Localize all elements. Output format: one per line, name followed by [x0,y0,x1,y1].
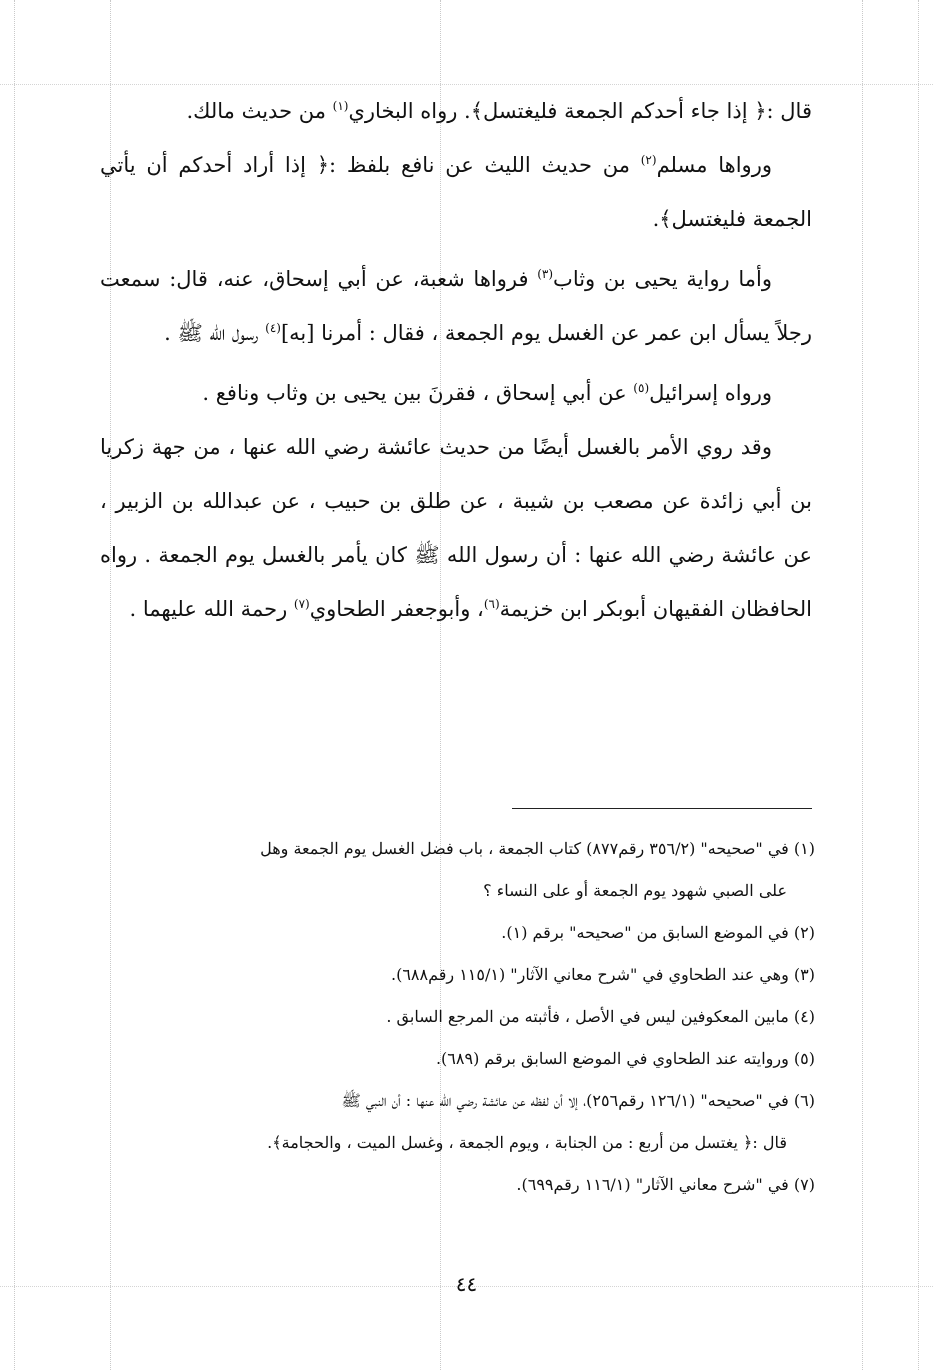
footnote-ref: (٦) [483,597,500,611]
paragraph-text: وقد روي الأمر بالغسل أيضًا من حديث عائشة رضي الله عنها ، من جهة زكريا بن أبي زائدة عن مصعب بن شيبة ، عن طلق بن حبيب ، عن عبدالله بن الزبير ، عن عائشة رضي الله عنها : أن رسول الله ﷺ كان يأمر بالغسل يوم الجمعة . رواه الحافظان الفقيهان أبوبكر ابن خزيمة [100,435,812,621]
main-text [100,84,812,636]
paragraph-text: وأما رواية يحيى بن وثاب [553,267,772,291]
footnote-6: (٦) في "صحيحه" (١٢٦/١ رقم٢٥٦)، إلا أن لفظه عن عائشة رضي الله عنها : أن النبي ﷺ [341,1091,815,1110]
paragraph-text: ، وأبوجعفر الطحاوي [309,597,484,621]
footnote-2: (٢) في الموضع السابق من "صحيحه" برقم (١). [501,923,815,942]
paragraph-text: قال :﴿ إذا جاء أحدكم الجمعة فليغتسل﴾. رواه البخاري [348,99,812,123]
footnote-6-continuation: قال :﴿ يغتسل من أربع : من الجنابة ، ويوم الجمعة ، وغسل الميت ، والحجامة﴾. [267,1133,787,1152]
footnote-ref: (٢) [640,153,657,167]
footnote-4: (٤) مابين المعكوفين ليس في الأصل ، فأثبته من المرجع السابق . [386,1007,815,1026]
footnote-5: (٥) وروايته عند الطحاوي في الموضع السابق برقم (٦٨٩). [435,1049,815,1068]
footnote-7: (٧) في "شرح معاني الآثار" (١١٦/١ رقم٦٩٩). [516,1175,815,1194]
footnote-ref: (٧) [293,597,310,611]
footnote-ref: (١) [332,99,349,113]
paragraph-text: رسول الله ﷺ . [164,321,266,345]
footnote-ref: (٤) [265,321,281,335]
footnote-ref: (٥) [633,381,650,395]
footnote-1: (١) في "صحيحه" (٣٥٦/٢ رقم٨٧٧) كتاب الجمعة ، باب فضل الغسل يوم الجمعة وهل [260,839,815,858]
scan-guide-line [14,0,15,1370]
footnote-1-continuation: على الصبي شهود يوم الجمعة أو على النساء ؟ [483,881,787,900]
footnote-divider [512,808,812,809]
footnotes [100,828,815,1206]
paragraph-5 [100,420,812,636]
paragraph-text: ورواها مسلم [656,153,772,177]
paragraph-text: ورواه إسرائيل [649,381,772,405]
paragraph-text: رحمة الله عليهما . [129,597,294,621]
paragraph-4 [100,366,812,420]
scan-guide-line [918,0,919,1370]
scan-guide-line [862,0,863,1370]
paragraph-text: فرواها شعبة، عن أبي إسحاق، عنه، قال: سمعت رجلاً يسأل ابن عمر عن الغسل يوم الجمعة ، فقال : أمرنا [به] [100,267,812,345]
footnote-3: (٣) وهي عند الطحاوي في "شرح معاني الآثار" (١١٥/١ رقم٦٨٨). [390,965,815,984]
page-number: ٤٤ [455,1272,478,1296]
footnote-ref: (٣) [537,267,554,281]
paragraph-3 [100,252,812,360]
paragraph-text: من حديث مالك. [186,99,333,123]
paragraph-text: عن أبي إسحاق ، فقرنَ بين يحيى بن وثاب ونافع . [202,381,634,405]
paragraph-text: من حديث الليث عن نافع بلفظ :﴿ إذا أراد أحدكم أن يأتي الجمعة فليغتسل﴾. [100,153,812,231]
paragraph-1 [100,84,812,138]
paragraph-2 [100,138,812,246]
